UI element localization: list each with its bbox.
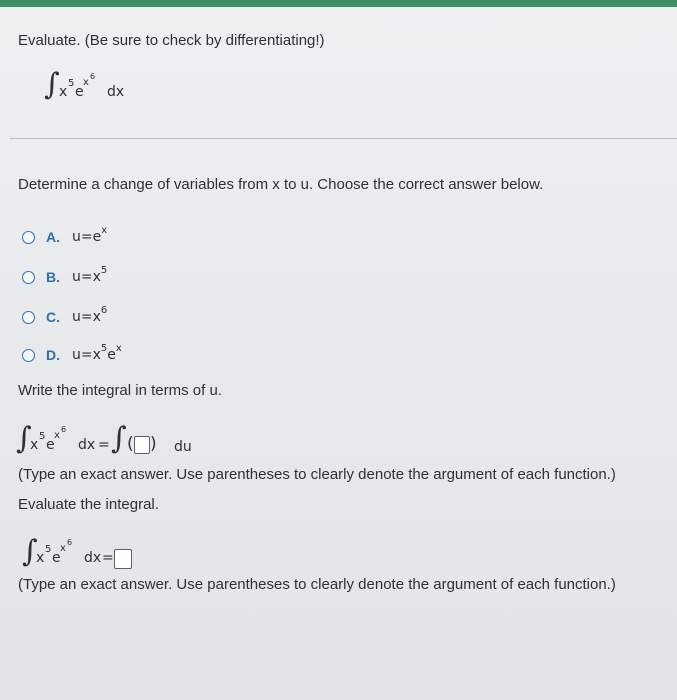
radio-c[interactable] — [22, 311, 35, 324]
part3-note: (Type an exact answer. Use parentheses to clearly denote the argument of each function.) — [18, 576, 616, 593]
part2-note: (Type an exact answer. Use parentheses to clearly denote the argument of each function.) — [18, 466, 616, 483]
question-page: Evaluate. (Be sure to check by differentiating!) ∫ x 5 e x 6 dx Determine a change of variables from x to u. Choose the correct answer below. A. $u=e^x$ B. $u=x^5$ C. $u=x^6$ D. $u=x^5e^x$ Write the integral in terms of u. ∫ x 5 e x 6 dx = ∫ ( ) du (Type an exact answer. Use parentheses to clearly denote the argument of each function.) Evaluate the integral. ∫ x 5 e x 6 dx = (Type an exact answer. Use parentheses to clearly denote the argument of each function.) — [0, 7, 677, 700]
part3-prompt: Evaluate the integral. — [18, 496, 159, 513]
question-title: Evaluate. (Be sure to check by differentiating!) — [18, 32, 325, 49]
choice-a-formula: $u=e^x$ — [72, 225, 108, 245]
choice-c-formula: $u=x^6$ — [72, 305, 108, 325]
part2-equation: ∫ x 5 e x 6 dx = ∫ ( ) du — [16, 421, 192, 456]
integral-sign: ∫ — [44, 67, 60, 102]
radio-b[interactable] — [22, 271, 35, 284]
part2-prompt: Write the integral in terms of u. — [18, 382, 222, 399]
choice-d-formula: $u=x^5e^x$ — [72, 343, 122, 363]
part1-prompt: Determine a change of variables from x to u. Choose the correct answer below. — [18, 176, 544, 193]
section-divider — [10, 138, 677, 139]
evaluated-integral-input[interactable] — [114, 549, 132, 569]
choice-b-formula: $u=x^5$ — [72, 265, 108, 285]
given-integral: ∫ x 5 e x 6 dx — [44, 67, 125, 102]
radio-d[interactable] — [22, 349, 35, 362]
u-integrand-input[interactable] — [134, 436, 150, 454]
top-accent-bar — [0, 0, 677, 7]
part3-equation: ∫ x 5 e x 6 dx = — [22, 534, 172, 574]
radio-a[interactable] — [22, 231, 35, 244]
